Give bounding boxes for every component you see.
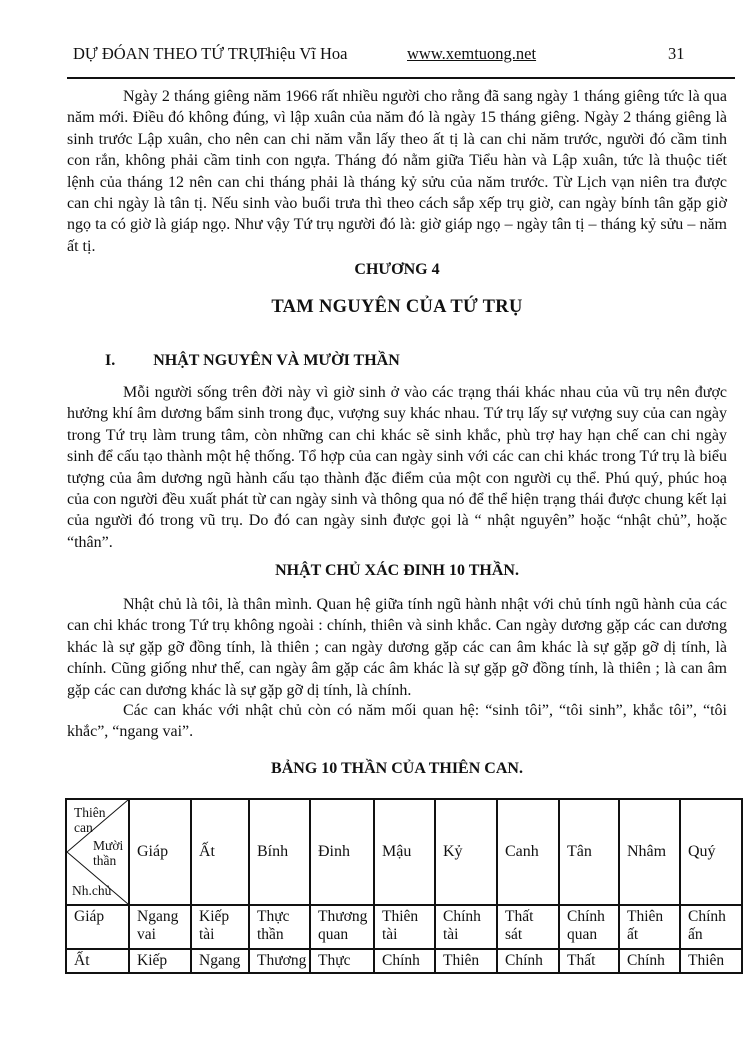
paragraph-intro: Ngày 2 tháng giêng năm 1966 rất nhiều người cho rằng đã sang ngày 1 tháng giêng tức là qua năm mới. Điều đó không đúng, vì lập xuân của năm đó là ngày 15 tháng giêng. Ngày 2 tháng giêng là sinh trước Lập xuân, cho nên can chi năm vẫn lấy theo ất tị là can chi năm trước, người đó cầm tinh con rắn, không phải cầm tinh con ngựa. Tháng đó nằm giữa Tiểu hàn và Lập xuân, tức là thuộc tiết lệnh của tháng 12 nên can chi tháng phải là tháng kỷ sửu của năm trước. Từ Lịch vạn niên tra được can chi ngày là tân tị. Nếu sinh vào buổi trưa thì theo cách sắp xếp trụ giờ, can ngày bính tân gặp giờ ngọ ta có giờ là giáp ngọ. Như vậy Tứ trụ người đó là: giờ giáp ngọ – ngày tân tị – tháng kỷ sửu – năm ất tị.	[67, 88, 727, 255]
chapter-label: CHƯƠNG 4	[354, 261, 440, 278]
table-cell: Chính	[619, 949, 680, 973]
table-cell: Chính	[374, 949, 435, 973]
column-header: Nhâm	[619, 799, 680, 905]
row-header: Ất	[66, 949, 129, 973]
corner-label-nhat-chu: Nh.chủ	[72, 883, 112, 898]
table-cell: Ngang vai	[129, 905, 191, 949]
column-header: Quý	[680, 799, 742, 905]
table-cell: Thiên	[680, 949, 742, 973]
author-name: Thiệu Vĩ Hoa	[257, 44, 348, 63]
column-header: Kỷ	[435, 799, 497, 905]
column-header: Bính	[249, 799, 310, 905]
column-header: Ất	[191, 799, 249, 905]
table-cell: Thực	[310, 949, 374, 973]
page-header	[73, 44, 270, 64]
header-rule	[67, 77, 735, 79]
ten-gods-table	[65, 798, 743, 974]
table-cell: Thiên tài	[374, 905, 435, 949]
heading-nhat-chu: NHẬT CHỦ XÁC ĐINH 10 THẦN.	[275, 562, 519, 579]
column-header: Đinh	[310, 799, 374, 905]
corner-cell	[66, 799, 129, 905]
corner-label-thien-can: Thiên can	[74, 805, 106, 835]
table-cell: Thiên ất	[619, 905, 680, 949]
section-heading	[105, 352, 400, 370]
table-cell: Thất sát	[497, 905, 559, 949]
website-link[interactable]: www.xemtuong.net	[407, 44, 537, 63]
column-header: Mậu	[374, 799, 435, 905]
heading-bang-10-than: BẢNG 10 THẦN CỦA THIÊN CAN.	[271, 760, 523, 777]
section-numeral: I.	[105, 352, 116, 369]
table-cell: Ngang	[191, 949, 249, 973]
table-cell: Thương quan	[310, 905, 374, 949]
row-header: Giáp	[66, 905, 129, 949]
table-cell: Chính	[497, 949, 559, 973]
column-header: Giáp	[129, 799, 191, 905]
page-number: 31	[668, 44, 685, 63]
paragraph-nhat-chu: Nhật chủ là tôi, là thân mình. Quan hệ giữa tính ngũ hành nhật với chủ tính ngũ hành của các can chi khác trong Tứ trụ không ngoài : chính, thiên và sinh khắc. Can ngày dương gặp các can dương khác là sự gặp gỡ đồng tính, là thiên ; can ngày dương gặp các can âm khác là sự gặp gỡ dị tính, là chính. Cũng giống như thế, can ngày âm gặp các âm khác là sự gặp gỡ đồng tính, là thiên ; là can âm gặp các can dương khác là sự gặp gỡ dị tính, là chính.	[67, 596, 727, 699]
table-row	[66, 949, 742, 973]
document-title: DỰ ĐÓAN THEO TỨ TRỤ -	[73, 44, 271, 63]
column-header: Canh	[497, 799, 559, 905]
table-cell: Chính tài	[435, 905, 497, 949]
table-header-row	[66, 799, 742, 905]
paragraph-nhat-nguyen: Mỗi người sống trên đời này vì giờ sinh ở vào các trạng thái khác nhau của vũ trụ nên được hưởng khí âm dương bẩm sinh trong đục, vượng suy khác nhau. Tứ trụ lấy sự vượng suy của can ngày trong Tứ trụ làm trung tâm, còn những can chi khác sẽ sinh khắc, phù trợ hay hạn chế can chi ngày sinh để cấu tạo thành một hệ thống. Tổ hợp của can ngày sinh với các can chi khác trong Tứ trụ là biểu tượng của âm dương ngũ hành cấu tạo thành đặc điểm của một con người cụ thể. Phú quý, phúc hoạ của con người đều xuất phát từ can ngày sinh và thông qua nó để thể hiện trạng thái được chung kết lại của người đó trong vũ trụ. Do đó can ngày sinh được gọi là “ nhật nguyên” hoặc “nhật chủ”, hoặc “thân”.	[67, 384, 727, 551]
table-cell: Chính quan	[559, 905, 619, 949]
table-row	[66, 905, 742, 949]
chapter-title: TAM NGUYÊN CỦA TỨ TRỤ	[271, 297, 523, 317]
table-cell: Kiếp tài	[191, 905, 249, 949]
table-cell: Thương	[249, 949, 310, 973]
table-cell: Thất	[559, 949, 619, 973]
column-header: Tân	[559, 799, 619, 905]
section-title: NHẬT NGUYÊN VÀ MƯỜI THẦN	[153, 352, 400, 369]
table-cell: Thực thần	[249, 905, 310, 949]
table-cell: Thiên	[435, 949, 497, 973]
table-cell: Kiếp	[129, 949, 191, 973]
corner-label-muoi-than: Mười thần	[93, 838, 124, 868]
paragraph-quan-he: Các can khác với nhật chủ còn có năm mối quan hệ: “sinh tôi”, “tôi sinh”, khắc tôi”, “tôi khắc”, “ngang vai”.	[67, 702, 727, 741]
table-cell: Chính ấn	[680, 905, 742, 949]
